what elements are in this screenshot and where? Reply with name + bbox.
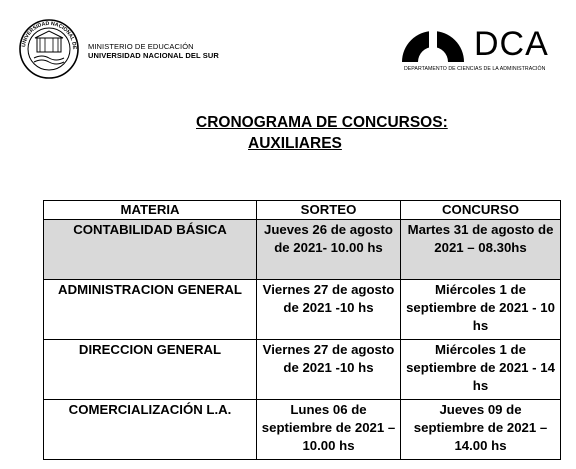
column-header-sorteo: SORTEO xyxy=(257,201,401,220)
table-row xyxy=(44,400,561,460)
cell-sorteo: Viernes 27 de agosto de 2021 -10 hs xyxy=(257,340,401,400)
cell-sorteo: Lunes 06 de septiembre de 2021 – 10.00 hs xyxy=(257,400,401,460)
dca-arch-logo-icon xyxy=(400,28,466,62)
university-name: UNIVERSIDAD NACIONAL DEL SUR xyxy=(88,51,219,60)
dca-subtitle: DEPARTAMENTO DE CIENCIAS DE LA ADMINISTRACIÓN xyxy=(404,66,546,72)
uns-header xyxy=(18,18,238,82)
schedule-table xyxy=(43,200,561,460)
ministry-name: MINISTERIO DE EDUCACIÓN xyxy=(88,42,194,51)
cell-materia: ADMINISTRACION GENERAL xyxy=(44,280,257,340)
page-title: CRONOGRAMA DE CONCURSOS: xyxy=(196,114,448,131)
table-row xyxy=(44,340,561,400)
uns-text-block xyxy=(88,42,219,60)
table-row xyxy=(44,220,561,280)
table-row xyxy=(44,280,561,340)
cell-concurso: Miércoles 1 de septiembre de 2021 - 10 hs xyxy=(401,280,561,340)
university-seal-icon xyxy=(18,18,80,80)
column-header-materia: MATERIA xyxy=(44,201,257,220)
column-header-concurso: CONCURSO xyxy=(401,201,561,220)
cell-materia: COMERCIALIZACIÓN L.A. xyxy=(44,400,257,460)
dca-header xyxy=(400,24,560,74)
cell-concurso: Miércoles 1 de septiembre de 2021 - 14 hs xyxy=(401,340,561,400)
cell-concurso: Martes 31 de agosto de 2021 – 08.30hs xyxy=(401,220,561,280)
cell-sorteo: Viernes 27 de agosto de 2021 -10 hs xyxy=(257,280,401,340)
cell-materia: CONTABILIDAD BÁSICA xyxy=(44,220,257,280)
cell-materia: DIRECCION GENERAL xyxy=(44,340,257,400)
page-subtitle: AUXILIARES xyxy=(248,135,342,152)
table-header-row xyxy=(44,201,561,220)
cell-concurso: Jueves 09 de septiembre de 2021 – 14.00 hs xyxy=(401,400,561,460)
cell-sorteo: Jueves 26 de agosto de 2021- 10.00 hs xyxy=(257,220,401,280)
svg-text:UNIVERSIDAD NACIONAL DEL SUR ·: UNIVERSIDAD NACIONAL DE xyxy=(21,20,78,50)
dca-logo-text: DCA xyxy=(474,25,549,63)
